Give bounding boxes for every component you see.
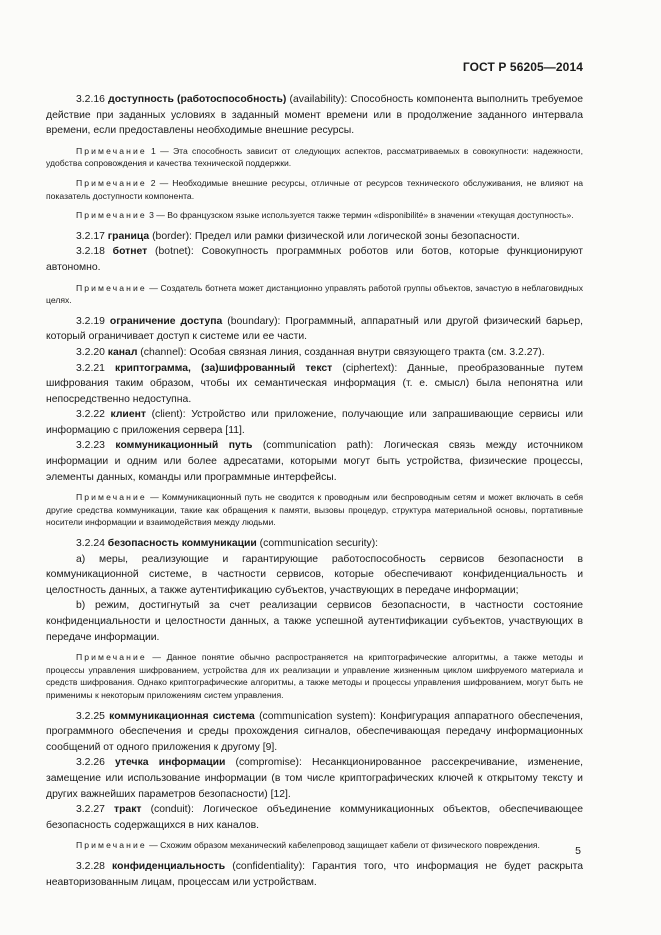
definition-text: (confidentiality): Гарантия того, что информация не будет раскрыта неавторизованным лицам, процессам или устройствам.	[46, 860, 583, 888]
definition-3-2-20	[46, 345, 583, 361]
clause-number: 3.2.23	[76, 440, 105, 452]
definition-3-2-24-item-b: b) режим, достигнутый за счет реализации сервисов безопасности, в частности состояние конфиденциальности и целостности данных, а также успешной аутентификации субъектов, участвующих в передаче информации.	[46, 600, 583, 643]
note-communication-security	[46, 651, 583, 701]
definition-text: (client): Устройство или приложение, получающие или запрашивающие сервисы или информацию с приложения сервера [11].	[46, 409, 584, 436]
note-3	[46, 209, 583, 222]
clause-number: 3.2.24	[76, 538, 105, 550]
term: конфиденциальность	[112, 860, 226, 872]
note-label: Примечание	[76, 282, 147, 293]
definition-text: (communication path): Логическая связь между источником информации и одним или более адресатами, которыми могут быть устройства, физические процессы, элементы данных, команды или программные интерфейсы.	[46, 440, 584, 483]
clause-number: 3.2.28	[76, 860, 105, 872]
clause-number: 3.2.17	[76, 230, 105, 242]
definition-3-2-18	[46, 244, 583, 275]
note-text: — Схожим образом механический кабелепровод защищает кабели от физического повреждения.	[146, 840, 540, 851]
definition-text: (communication system): Конфигурация аппаратного обеспечения, программного обеспечения и среды прохождения сигналов, обеспечивающая передачу информационных сообщений от одного приложения к другому [9].	[46, 710, 583, 753]
definition-text: (boundary): Программный, аппаратный или другой физический барьер, который ограничивает доступ к системе или ее части.	[46, 315, 583, 343]
note-text: — Создатель ботнета может дистанционно управлять работой группы объектов, зачастую в неблаговидных целях.	[46, 282, 583, 306]
clause-number: 3.2.25	[76, 710, 105, 722]
definition-3-2-23	[46, 438, 583, 485]
note-2	[46, 177, 583, 202]
note-botnet	[46, 282, 583, 307]
definition-3-2-26	[46, 755, 583, 802]
term: ботнет	[112, 246, 148, 258]
standard-header: ГОСТ Р 56205—2014	[462, 60, 583, 74]
note-text: — Данное понятие обычно распространяется на криптографические алгоритмы, а также методы и процессы управления шифрованием, устройства для их реализации и управление жизненным циклом шифруемого материала и средств шифрования. Однако криптографические алгоритмы, а также методы и процессы управления шифрованием, могут быть не применимы к некоторым приложениям систем управления.	[46, 652, 583, 700]
definition-3-2-17	[46, 229, 583, 245]
definition-3-2-16	[46, 92, 583, 139]
term: ограничение доступа	[109, 315, 223, 327]
definition-3-2-24	[46, 536, 583, 552]
page-number: 5	[575, 845, 581, 857]
clause-number: 3.2.18	[76, 246, 105, 258]
definition-3-2-28	[46, 859, 583, 890]
clause-number: 3.2.16	[76, 94, 105, 105]
term: утечка информации	[115, 757, 226, 769]
note-text: 3 — Во французском языке используется также термин «disponibilité» в значении «текущая доступность».	[146, 210, 574, 221]
term: клиент	[110, 409, 146, 421]
note-text: 2 — Необходимые внешние ресурсы, отличные от ресурсов технического обслуживания, не влияют на показатель доступности компонента.	[46, 177, 583, 201]
definition-3-2-21	[46, 361, 583, 408]
definition-text: (channel): Особая связная линия, созданная внутри связующего тракта (см. 3.2.27).	[137, 346, 545, 358]
note-label: Примечание	[76, 210, 147, 221]
definition-text: (compromise): Несанкционированное рассекречивание, изменение, замещение или использование информации (в том числе криптографических ключей к открытому тексту и других важнейших параметров безопасности) [12].	[46, 757, 583, 800]
definition-3-2-22	[46, 407, 583, 438]
clause-number: 3.2.19	[76, 315, 105, 327]
note-label: Примечание	[76, 652, 147, 663]
definition-3-2-27	[46, 802, 583, 833]
note-text: 1 — Эта способность зависит от следующих аспектов, рассматриваемых в совокупности: надежности, удобства сопровождения и качества технической поддержки.	[46, 145, 583, 169]
term: коммуникационный путь	[115, 440, 253, 452]
clause-number: 3.2.22	[76, 409, 105, 421]
term: криптограмма, (за)шифрованный текст	[115, 362, 333, 374]
term: канал	[107, 346, 138, 358]
term: безопасность коммуникации	[107, 538, 257, 550]
clause-number: 3.2.20	[76, 346, 105, 358]
term: граница	[107, 230, 150, 242]
document-body	[46, 92, 583, 890]
definition-3-2-24-item-a: а) меры, реализующие и гарантирующие работоспособность сервисов безопасности в коммуникационной системе, в частности сервисов, которые обеспечивают конфиденциальность и целостность данных, а также аутентификацию субъектов, участвующих в передаче информации;	[46, 553, 583, 596]
clause-number: 3.2.27	[76, 804, 105, 816]
note-text: — Коммуникационный путь не сводится к проводным или беспроводным сетям и может включать в себя другие средства коммуникации, такие как обращения к памяти, вызовы процедур, структура материальной основы, портативные носители информации и взаимодействия между людьми.	[46, 492, 583, 528]
note-label: Примечание	[76, 840, 147, 851]
term: доступность (работоспособность)	[108, 94, 287, 105]
note-conduit	[46, 839, 583, 852]
note-label: Примечание	[76, 492, 147, 503]
definition-text: (availability): Способность компонента выполнить требуемое действие при заданных условиях в заданный момент времени или в продолжение заданного интервала времени, если предоставлены необходимые внешние ресурсы.	[46, 94, 584, 137]
term: коммуникационная система	[109, 710, 255, 722]
definition-3-2-25	[46, 709, 583, 756]
definition-3-2-19	[46, 314, 583, 345]
clause-number: 3.2.21	[76, 362, 105, 374]
note-label: Примечание	[76, 177, 147, 188]
definition-text: (conduit): Логическое объединение коммуникационных объектов, обеспечивающее безопасность содержащихся в них каналов.	[46, 804, 584, 831]
definition-text: (border): Предел или рамки физической или логической зоны безопасности.	[149, 230, 520, 242]
definition-text: (communication security):	[256, 538, 379, 550]
definition-text: (botnet): Совокупность программных роботов или ботов, которые функционируют автономно.	[46, 246, 583, 273]
term: тракт	[113, 804, 142, 816]
definition-text: (ciphertext): Данные, преобразованные путем шифрования таким образом, чтобы их семантическая информация (т. е. смысл) была непонятна или непосредственно недоступна.	[46, 362, 584, 405]
note-label: Примечание	[76, 145, 147, 156]
note-1	[46, 145, 583, 170]
clause-number: 3.2.26	[76, 757, 105, 769]
note-communication-path	[46, 491, 583, 529]
